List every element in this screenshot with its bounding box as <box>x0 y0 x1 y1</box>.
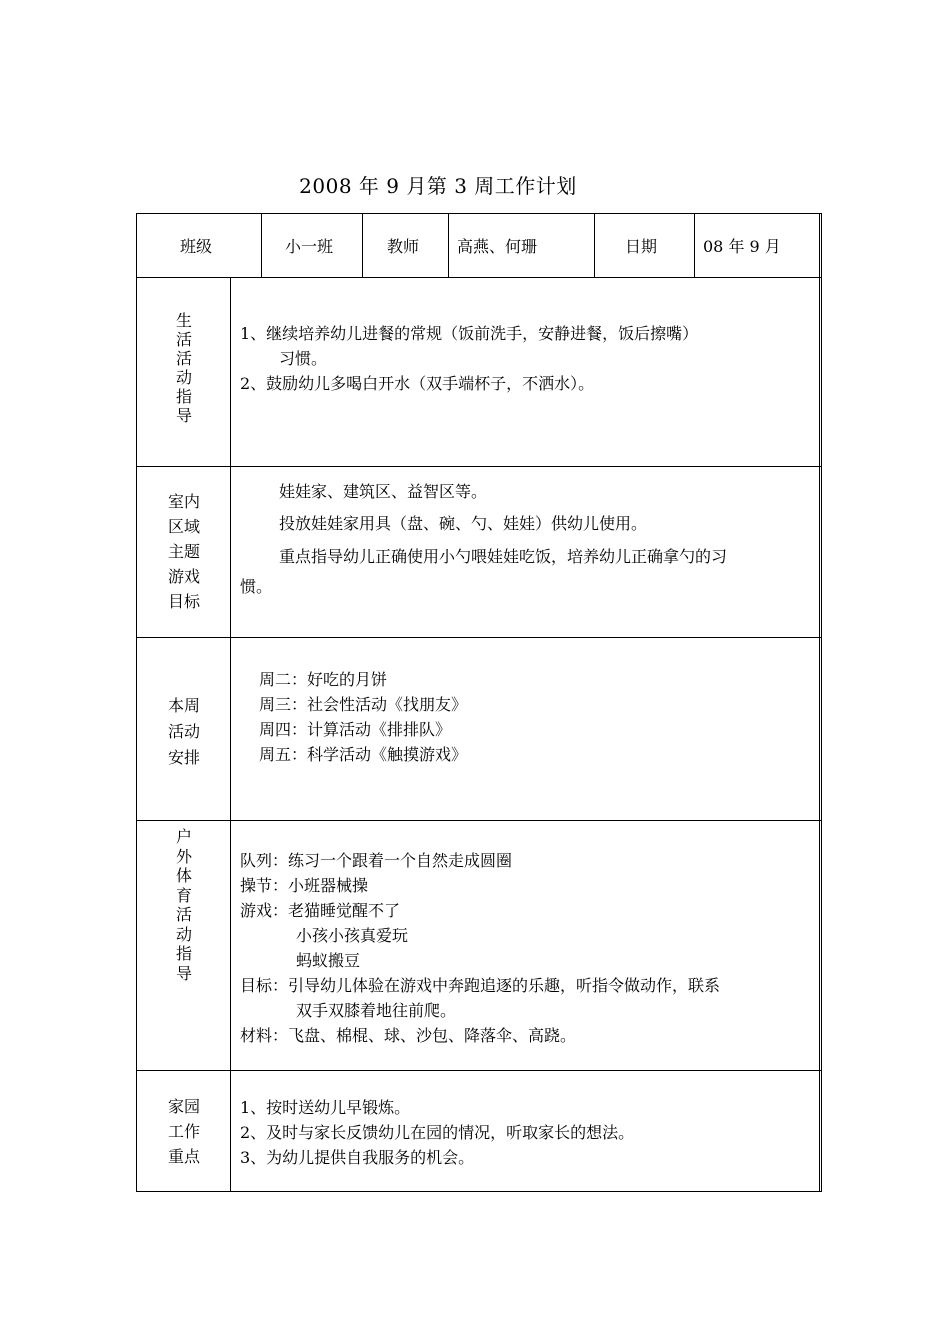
teacher-value: 高燕、何珊 <box>457 237 538 256</box>
outdoor-line-8: 材料：飞盘、棉棍、球、沙包、降落伞、高跷。 <box>240 1026 577 1045</box>
life-activity-content <box>231 277 821 466</box>
life-activity-row <box>137 277 821 467</box>
outdoor-line-4: 小孩小孩真爱玩 <box>296 926 409 945</box>
weekly-line-2: 周三：社会性活动《找朋友》 <box>259 695 468 714</box>
weekly-content <box>231 638 821 820</box>
outdoor-line-5: 蚂蚁搬豆 <box>296 951 361 970</box>
home-line-3: 3、为幼儿提供自我服务的机会。 <box>240 1148 475 1167</box>
class-value: 小一班 <box>285 237 334 256</box>
outdoor-line-1: 队列：练习一个跟着一个自然走成圆圈 <box>240 851 513 870</box>
outdoor-line-7: 双手双膝着地往前爬。 <box>296 1001 457 1020</box>
weekly-label: 本周 活动 安排 <box>137 638 231 820</box>
life-activity-label: 生 活 活 动 指 导 <box>137 277 231 466</box>
home-content <box>231 1071 821 1191</box>
outdoor-line-6: 目标：引导幼儿体验在游戏中奔跑追逐的乐趣，听指令做动作，联系 <box>240 976 721 995</box>
life-line-2: 习惯。 <box>279 349 328 368</box>
weekly-row <box>137 638 821 821</box>
date-label: 日期 <box>625 237 658 256</box>
home-line-2: 2、及时与家长反馈幼儿在园的情况，听取家长的想法。 <box>240 1123 635 1142</box>
home-row <box>137 1071 821 1191</box>
date-value: 08 年 9 月 <box>703 237 781 256</box>
indoor-area-row <box>137 467 821 638</box>
weekly-line-4: 周五：科学活动《触摸游戏》 <box>259 745 468 764</box>
indoor-line-3: 重点指导幼儿正确使用小勺喂娃娃吃饭，培养幼儿正确拿勺的习 <box>279 547 728 566</box>
outdoor-line-3: 游戏：老猫睡觉醒不了 <box>240 901 401 920</box>
indoor-area-content <box>231 467 821 637</box>
indoor-line-4: 惯。 <box>240 577 273 596</box>
outdoor-label: 户 外 体 育 活 动 指 导 <box>137 821 231 1070</box>
weekly-line-3: 周四：计算活动《排排队》 <box>259 720 452 739</box>
teacher-label: 教师 <box>387 237 420 256</box>
indoor-area-label: 室内 区域 主题 游戏 目标 <box>137 467 231 637</box>
home-line-1: 1、按时送幼儿早锻炼。 <box>240 1098 411 1117</box>
class-label: 班级 <box>180 237 213 256</box>
page-title: 2008 年 9 月第 3 周工作计划 <box>299 174 577 198</box>
life-line-1: 1、继续培养幼儿进餐的常规（饭前洗手，安静进餐，饭后擦嘴） <box>240 324 699 343</box>
indoor-line-1: 娃娃家、建筑区、益智区等。 <box>279 482 488 501</box>
outdoor-row <box>137 821 821 1071</box>
header-row <box>137 214 821 278</box>
home-label: 家园 工作 重点 <box>137 1071 231 1191</box>
weekly-line-1: 周二：好吃的月饼 <box>259 670 388 689</box>
outdoor-line-2: 操节：小班器械操 <box>240 876 369 895</box>
plan-table <box>136 213 822 1192</box>
outdoor-content <box>231 821 821 1070</box>
indoor-line-2: 投放娃娃家用具（盘、碗、勺、娃娃）供幼儿使用。 <box>279 514 648 533</box>
life-line-3: 2、鼓励幼儿多喝白开水（双手端杯子，不洒水）。 <box>240 374 595 393</box>
